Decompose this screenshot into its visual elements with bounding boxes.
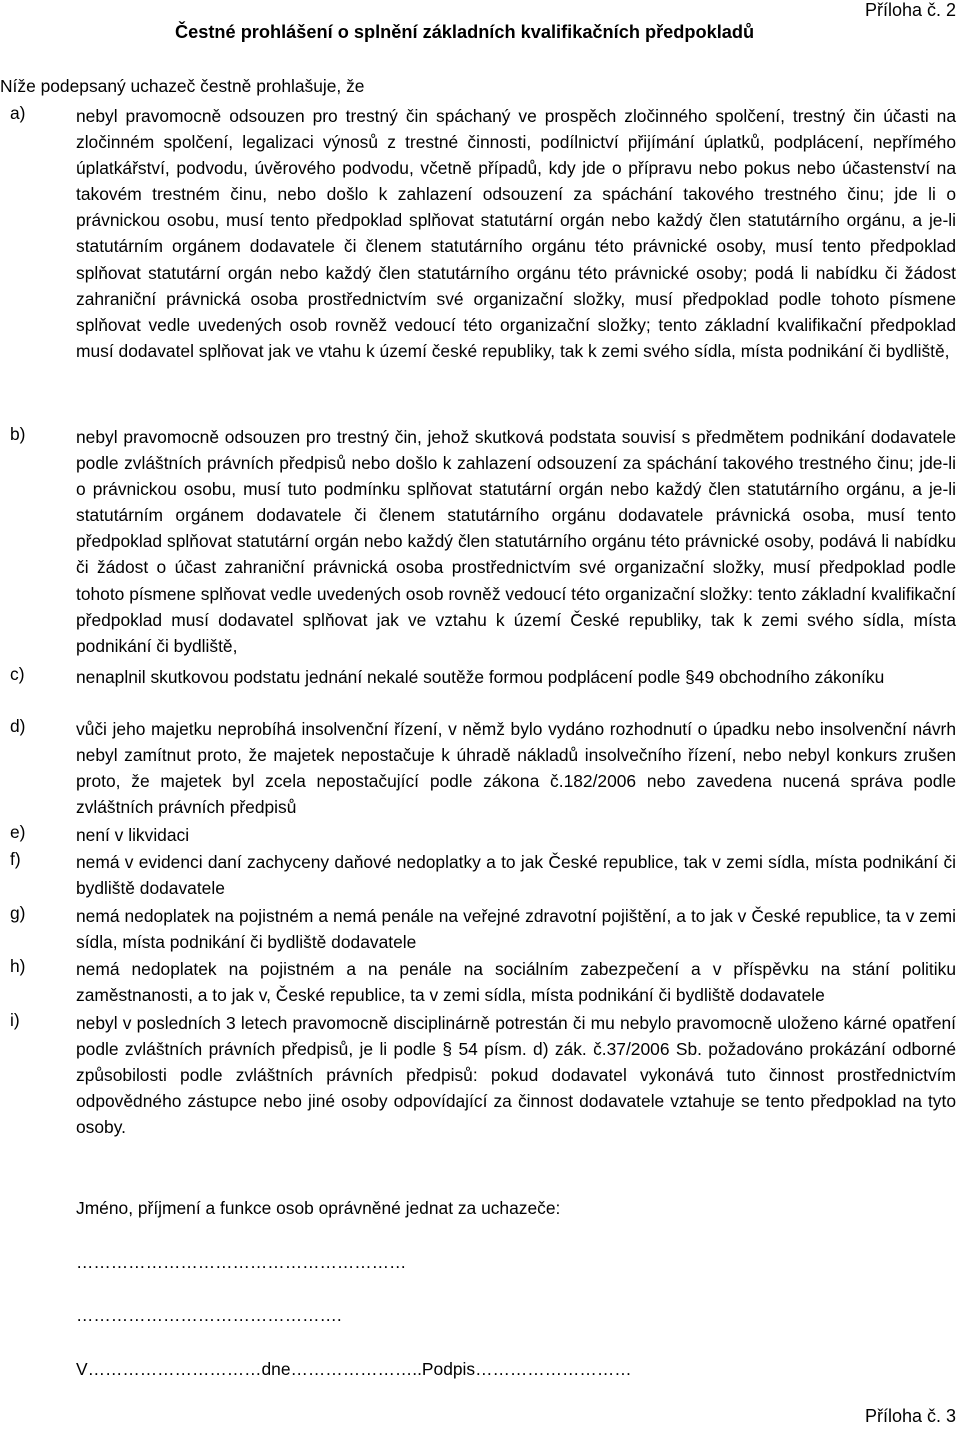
list-item-text: nemá nedoplatek na pojistném a na penále na sociálním zabezpečení a v příspěvku na stání politiku zaměstnanosti, a to jak v, České republice, ta v zemi sídla, místa podnikání či bydliště dodavatele: [76, 959, 956, 1006]
list-item-text: není v likvidaci: [76, 825, 190, 845]
signature-line-1: …………………………………………………: [76, 1252, 407, 1272]
list-marker: f): [10, 849, 21, 869]
list-marker: g): [10, 903, 26, 923]
list-item-text: nebyl v posledních 3 letech pravomocně disciplinárně potrestán či mu nebylo pravomocně uloženo kárné opatření podle zvláštních právních předpisů, je li podle § 54 písm. d) zák. č.37/2006 Sb. požadováno prokázání odborné způsobilosti podle zvláštních právních předpisů: pokud dodavatel vykonává tuto činnost prostřednictvím odpovědného zástupce nebo jiné osoby odpovídající za činnost dodavatele vztahuje se tento předpoklad na tyto osoby.: [76, 1013, 956, 1138]
annex-label-bottom: Příloha č. 3: [864, 1406, 956, 1426]
place-date-signature-line: V…………………………dne…………………..Podpis………………………: [76, 1359, 632, 1379]
signature-label: Jméno, příjmení a funkce osob oprávněné jednat za uchazeče:: [76, 1198, 561, 1218]
list-item-text: nebyl pravomocně odsouzen pro trestný čin, jehož skutková podstata souvisí s předmětem podnikání dodavatele podle zvláštních právních předpisů nebo došlo k zahlazení odsouzení za spáchání takového trestného činu; jde-li o právnickou osobu, musí tuto podmínku splňovat statutární orgán nebo každý člen statutárního orgánu, a je-li statutárním orgánem dodavatele či členem statutárního orgánu dodavatele právnická osoba, musí tento předpoklad splňovat statutární orgán nebo každý člen statutárního orgánu této právnické osoby, podává li nabídku či žádost o účast zahraniční právnická osoba prostřednictvím své organizační složky, musí předpoklad podle tohoto písmene splňovat vedle uvedených osob rovněž vedoucí této organizační složky: tento základní kvalifikační předpoklad musí dodavatel splňovat jak ve vztahu k území České republiky, tak k zemi svého sídla, místa podnikání či bydliště,: [76, 427, 956, 656]
list-item-text: vůči jeho majetku neprobíhá insolvenční řízení, v němž bylo vydáno rozhodnutí o úpadku nebo insolvenční návrh nebyl zamítnut proto, že majetek nepostačuje k úhradě nákladů insolvečního řízení, nebo nebyl konkurs zrušen proto, že majetek byl zcela nepostačující podle zákona č.182/2006 nebo zavedena nucená správa podle zvláštních právních předpisů: [76, 719, 956, 818]
list-marker: a): [10, 103, 26, 123]
list-item-text: nemá nedoplatek na pojistném a nemá penále na veřejné zdravotní pojištění, a to jak v České republice, ta v zemi sídla, místa podnikání či bydliště dodavatele: [76, 906, 956, 953]
list-marker: i): [10, 1010, 20, 1030]
list-marker: b): [10, 424, 26, 444]
annex-label-top: Příloha č. 2: [864, 0, 956, 20]
page-title: Čestné prohlášení o splnění základních kvalifikačních předpokladů: [175, 22, 755, 42]
list-marker: c): [10, 664, 25, 684]
list-item-text: nebyl pravomocně odsouzen pro trestný čin spáchaný ve prospěch zločinného spolčení, trestný čin účasti na zločinném spolčení, legalizaci výnosů z trestné činnosti, podílnictví přijímání úplatků, podplácení, nepřímého úplatkářství, podvodu, úvěrového podvodu, včetně případů, kdy jde o přípravu nebo pokus nebo účastenství na takovém trestném činu, nebo došlo k zahlazení odsouzení za spáchání takového trestného činu; jde li o právnickou osobu, musí tento předpoklad splňovat statutární orgán nebo každý člen statutárního orgánu, a je-li statutárním orgánem dodavatele či členem statutárního orgánu této právnické osoby, musí tento předpoklad splňovat statutární orgán nebo každý člen statutárního orgánu této právnické osoby; podá li nabídku či žádost zahraniční právnická osoba prostřednictvím své organizační složky, musí předpoklad podle tohoto písmene splňovat vedle uvedených osob rovněž vedoucí této organizační složky; tento základní kvalifikační předpoklad musí dodavatel splňovat jak ve vtahu k území české republiky, tak k zemi svého sídla, místa podnikání či bydliště,: [76, 106, 956, 361]
list-marker: d): [10, 716, 26, 736]
list-item-text: nenaplnil skutkovou podstatu jednání nekalé soutěže formou podplácení podle §49 obchodního zákoníku: [76, 667, 885, 687]
list-marker: e): [10, 822, 26, 842]
list-marker: h): [10, 956, 26, 976]
intro-text: Níže podepsaný uchazeč čestně prohlašuje, že: [0, 76, 365, 96]
signature-line-2: ……………………………………….: [76, 1305, 342, 1325]
list-item-text: nemá v evidenci daní zachyceny daňové nedoplatky a to jak České republice, tak v zemi sídla, místa podnikání či bydliště dodavatele: [76, 852, 956, 899]
